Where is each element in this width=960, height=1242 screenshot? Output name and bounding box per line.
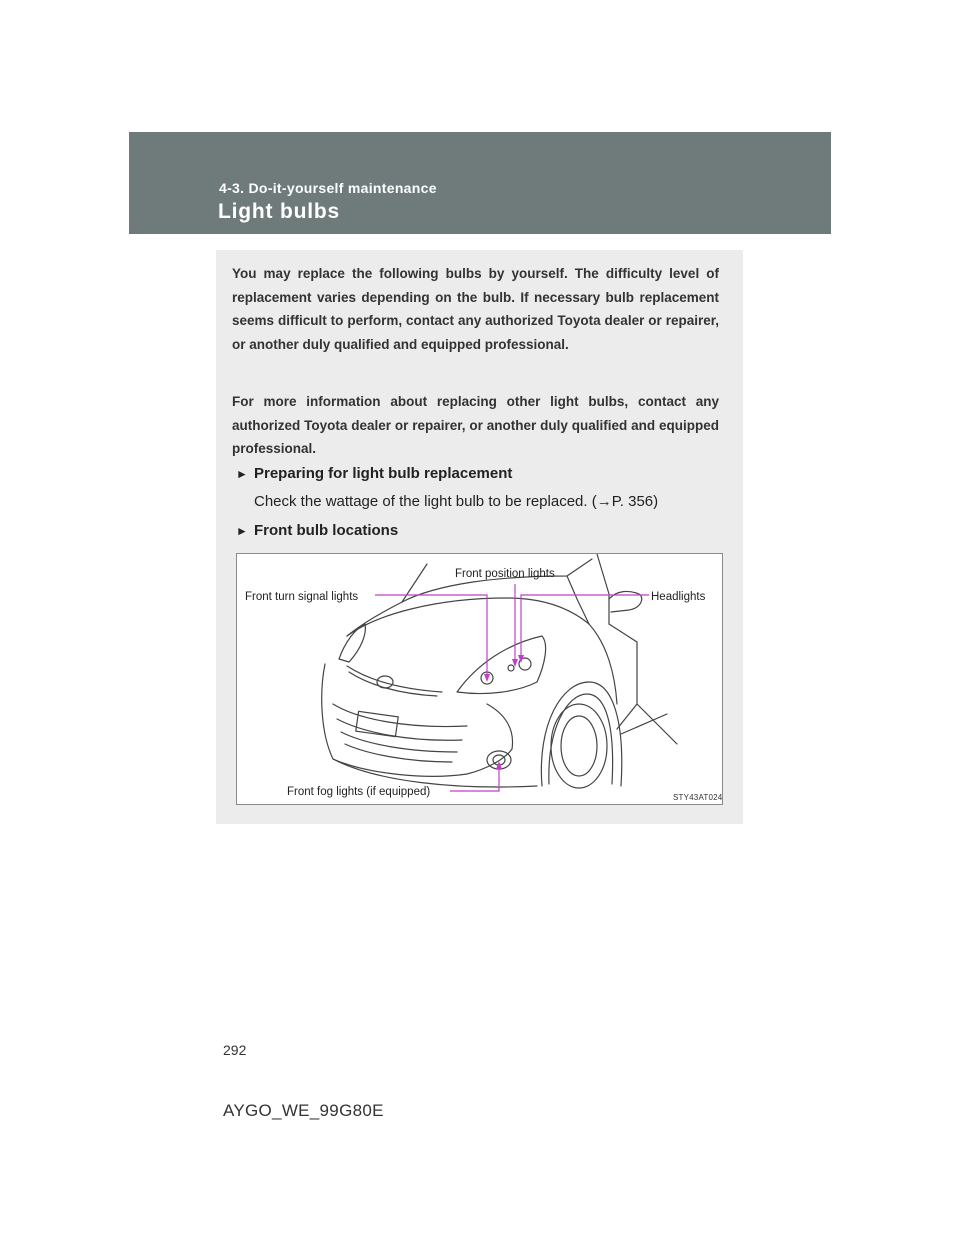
- section-label: 4-3. Do-it-yourself maintenance: [219, 180, 437, 196]
- section-body-preparing: Check the wattage of the light bulb to be replaced. (→P. 356): [254, 493, 659, 510]
- section-heading-preparing: [236, 465, 512, 482]
- callout-front-fog-lights: Front fog lights (if equipped): [287, 786, 431, 798]
- section-heading-text: Preparing for light bulb replacement: [254, 465, 513, 482]
- section-heading-text: Front bulb locations: [254, 522, 399, 539]
- intro-paragraph-1: You may replace the following bulbs by yourself. The difficulty level of replacement varies depending on the bulb. If necessary bulb replacement seems difficult to perform, contact any authorized Toyota dealer or repairer, or another duly qualified and equipped professional.: [232, 266, 719, 352]
- triangle-bullet-icon: ►: [236, 467, 248, 481]
- page-number: 292: [223, 1042, 247, 1058]
- page-title: Light bulbs: [218, 200, 340, 223]
- document-code: AYGO_WE_99G80E: [223, 1101, 384, 1120]
- callout-front-position-lights: Front position lights: [455, 568, 555, 580]
- front-bulb-figure: [236, 553, 723, 805]
- intro-paragraph-2: For more information about replacing other light bulbs, contact any authorized Toyota dealer or repairer, or another duly qualified and equipped professional.: [232, 394, 719, 457]
- callout-front-turn-signal-lights: Front turn signal lights: [245, 591, 359, 603]
- section-heading-front-bulbs: [236, 522, 398, 539]
- triangle-bullet-icon: ►: [236, 524, 248, 538]
- callout-headlights: Headlights: [651, 591, 706, 603]
- figure-code: STY43AT024: [673, 793, 723, 802]
